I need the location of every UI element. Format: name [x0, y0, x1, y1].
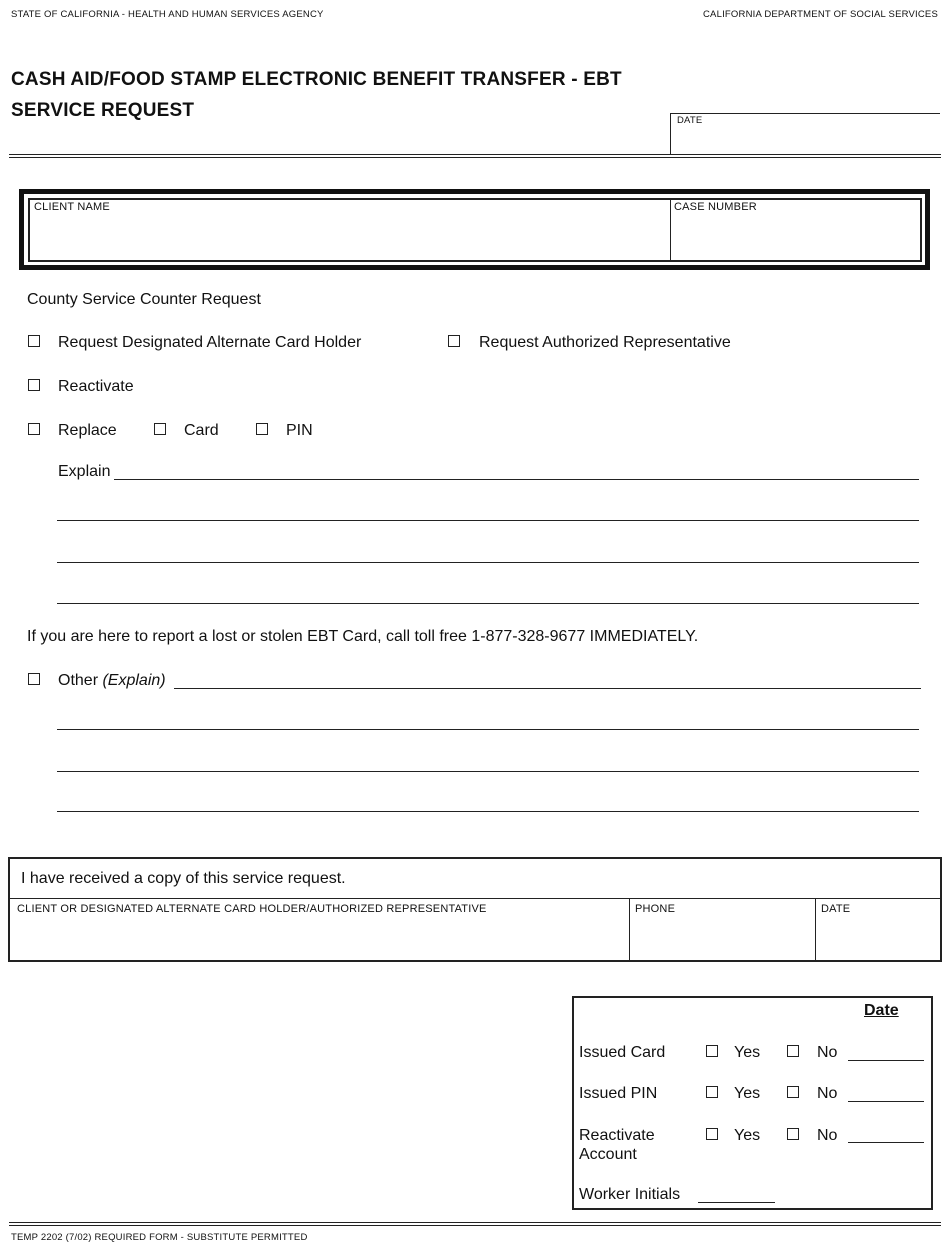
receipt-date-divider [815, 898, 816, 961]
card-label: Card [184, 422, 219, 439]
phone-label: PHONE [635, 903, 676, 915]
other-line-3[interactable] [57, 771, 919, 772]
client-name-label: CLIENT NAME [34, 201, 110, 213]
issued-card-no-checkbox[interactable] [787, 1045, 799, 1057]
client-box-divider [670, 199, 671, 261]
reactivate-yes-checkbox[interactable] [706, 1128, 718, 1140]
office-date-header: Date [864, 1002, 899, 1019]
replace-label: Replace [58, 422, 117, 439]
request-heading: County Service Counter Request [27, 291, 261, 308]
explain-line-3[interactable] [57, 562, 919, 563]
authorized-rep-checkbox[interactable] [448, 335, 460, 347]
receipt-date-field[interactable] [818, 918, 938, 959]
receipt-date-label: DATE [821, 903, 851, 915]
pin-label: PIN [286, 422, 313, 439]
header-date-field[interactable] [672, 128, 938, 153]
footer-rule-2 [9, 1225, 941, 1226]
explain-line-1[interactable] [114, 479, 919, 480]
designated-alt-checkbox[interactable] [28, 335, 40, 347]
reactivate-checkbox[interactable] [28, 379, 40, 391]
header-date-label: DATE [677, 115, 703, 126]
receipt-statement: I have received a copy of this service request. [21, 870, 346, 887]
issued-card-yes-label: Yes [734, 1044, 761, 1061]
form-id: TEMP 2202 (7/02) REQUIRED FORM - SUBSTITUTE PERMITTED [11, 1232, 308, 1243]
case-number-label: CASE NUMBER [674, 201, 757, 213]
issued-pin-no-label: No [817, 1085, 838, 1102]
issued-card-date-line[interactable] [848, 1060, 924, 1061]
reactivate-yes-label: Yes [734, 1127, 761, 1144]
header-date-top-rule [670, 113, 940, 114]
agency-left: STATE OF CALIFORNIA - HEALTH AND HUMAN SERVICES AGENCY [11, 9, 324, 20]
signer-label: CLIENT OR DESIGNATED ALTERNATE CARD HOLDER/AUTHORIZED REPRESENTATIVE [17, 903, 487, 915]
agency-right: CALIFORNIA DEPARTMENT OF SOCIAL SERVICES [703, 9, 938, 20]
card-checkbox[interactable] [154, 423, 166, 435]
other-label: Other [58, 672, 99, 689]
designated-alt-label: Request Designated Alternate Card Holder [58, 334, 362, 351]
header-rule-1 [9, 154, 941, 155]
worker-initials-line[interactable] [698, 1202, 775, 1203]
reactivate-no-label: No [817, 1127, 838, 1144]
lost-card-notice: If you are here to report a lost or stolen EBT Card, call toll free 1-877-328-9677 IMMEDIATELY. [27, 628, 699, 645]
form-title-line2: SERVICE REQUEST [11, 100, 195, 121]
reactivate-account-label-1: Reactivate [579, 1127, 655, 1144]
receipt-divider [9, 898, 941, 899]
replace-checkbox[interactable] [28, 423, 40, 435]
phone-field[interactable] [632, 918, 812, 959]
worker-initials-label: Worker Initials [579, 1186, 681, 1203]
header-rule-2 [9, 157, 941, 158]
case-number-field[interactable] [673, 216, 919, 260]
issued-card-no-label: No [817, 1044, 838, 1061]
footer-rule-1 [9, 1222, 941, 1223]
explain-line-4[interactable] [57, 603, 919, 604]
reactivate-date-line[interactable] [848, 1142, 924, 1143]
explain-line-2[interactable] [57, 520, 919, 521]
other-line-4[interactable] [57, 811, 919, 812]
issued-pin-yes-label: Yes [734, 1085, 761, 1102]
reactivate-account-label-2: Account [579, 1146, 637, 1163]
reactivate-no-checkbox[interactable] [787, 1128, 799, 1140]
other-label-row [58, 672, 166, 690]
receipt-phone-divider [629, 898, 630, 961]
issued-pin-date-line[interactable] [848, 1101, 924, 1102]
client-name-field[interactable] [31, 216, 667, 260]
issued-pin-label: Issued PIN [579, 1085, 658, 1102]
pin-checkbox[interactable] [256, 423, 268, 435]
other-explain-label: (Explain) [102, 672, 166, 689]
issued-pin-yes-checkbox[interactable] [706, 1086, 718, 1098]
office-use-box [572, 996, 933, 1210]
form-title-line1: CASH AID/FOOD STAMP ELECTRONIC BENEFIT TRANSFER - EBT [11, 69, 622, 90]
issued-pin-no-checkbox[interactable] [787, 1086, 799, 1098]
other-line-1[interactable] [174, 688, 921, 689]
issued-card-label: Issued Card [579, 1044, 666, 1061]
other-checkbox[interactable] [28, 673, 40, 685]
issued-card-yes-checkbox[interactable] [706, 1045, 718, 1057]
other-line-2[interactable] [57, 729, 919, 730]
header-date-divider [670, 113, 671, 155]
reactivate-label: Reactivate [58, 378, 134, 395]
signer-field[interactable] [12, 918, 626, 959]
explain-label: Explain [58, 463, 111, 480]
authorized-rep-label: Request Authorized Representative [479, 334, 731, 351]
